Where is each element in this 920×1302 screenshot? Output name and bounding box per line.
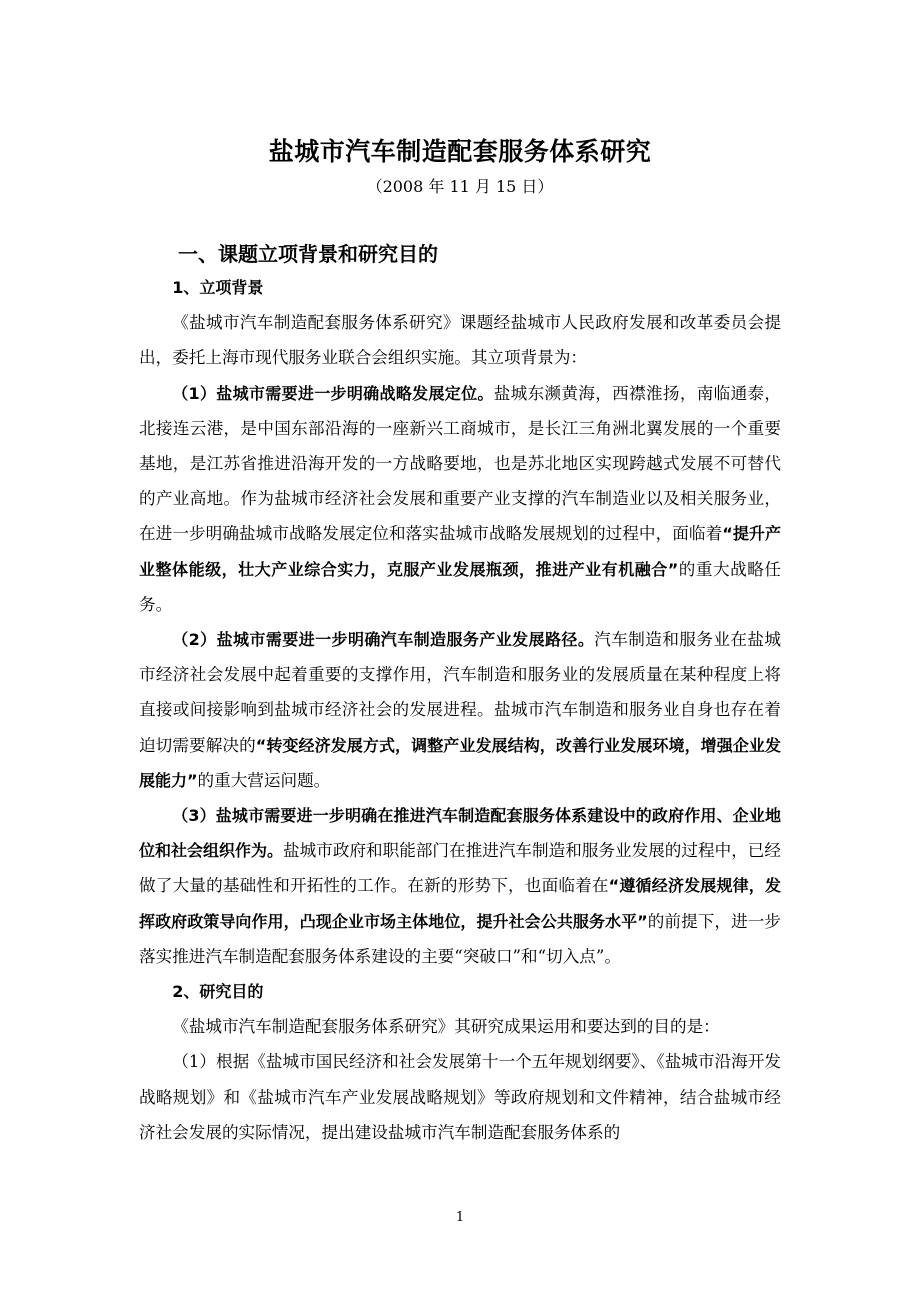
paragraph-goal-1: （1）根据《盐城市国民经济和社会发展第十一个五年规划纲要》、《盐城市沿海开发战略规划》和《盐城市汽车产业发展战略规划》等政府规划和文件精神，结合盐城市经济社会发展的实际情况，提出建设盐城市汽车制造配套服务体系的 — [139, 1052, 781, 1142]
paragraph-goal: 《盐城市汽车制造配套服务体系研究》其研究成果运用和要达到的目的是： — [172, 1017, 720, 1037]
document-body — [139, 270, 781, 1150]
paragraph-2: （2）盐城市需要进一步明确汽车制造服务产业发展路径。汽车制造和服务业在盐城市经济社会发展中起着重要的支撑作用，汽车制造和服务业的发展质量在某种程度上将直接或间接影响到盐城市经济社会的发展进程。盐城市汽车制造和服务业自身也存在着迫切需要解决的“转变经济发展方式，调整产业发展结构，改善行业发展环境，增强企业发展能力”的重大营运问题。 — [139, 630, 782, 790]
document-date: （2008 年 11 月 15 日） — [366, 177, 554, 196]
page-number: 1 — [455, 1210, 465, 1225]
section-heading: 一、课题立项背景和研究目的 — [178, 242, 438, 266]
subsection-heading-goal: 2、研究目的 — [172, 982, 264, 1002]
document-title: 盐城市汽车制造配套服务体系研究 — [268, 137, 652, 166]
paragraph-intro: 《盐城市汽车制造配套服务体系研究》课题经盐城市人民政府发展和改革委员会提出，委托上海市现代服务业联合会组织实施。其立项背景为： — [139, 313, 781, 368]
paragraph-1: （1）盐城市需要进一步明确战略发展定位。盐城东濒黄海，西襟淮扬，南临通泰，北接连云港，是中国东部沿海的一座新兴工商城市，是长江三角洲北翼发展的一个重要基地，是江苏省推进沿海开发的一方战略要地，也是苏北地区实现跨越式发展不可替代的产业高地。作为盐城市经济社会发展和重要产业支撑的汽车制造业以及相关服务业，在进一步明确盐城市战略发展定位和落实盐城市战略发展规划的过程中，面临着“提升产业整体能级，壮大产业综合实力，克服产业发展瓶颈，推进产业有机融合”的重大战略任务。 — [139, 383, 782, 614]
paragraph-3: （3）盐城市需要进一步明确在推进汽车制造配套服务体系建设中的政府作用、企业地位和社会组织作为。盐城市政府和职能部门在推进汽车制造和服务业发展的过程中，已经做了大量的基础性和开拓性的工作。在新的形势下，也面临着在“遵循经济发展规律，发挥政府政策导向作用，凸现企业市场主体地位，提升社会公共服务水平”的前提下，进一步落实推进汽车制造配套服务体系建设的主要“突破口”和“切入点”。 — [139, 806, 781, 966]
subsection-heading-background: 1、立项背景 — [172, 278, 264, 297]
